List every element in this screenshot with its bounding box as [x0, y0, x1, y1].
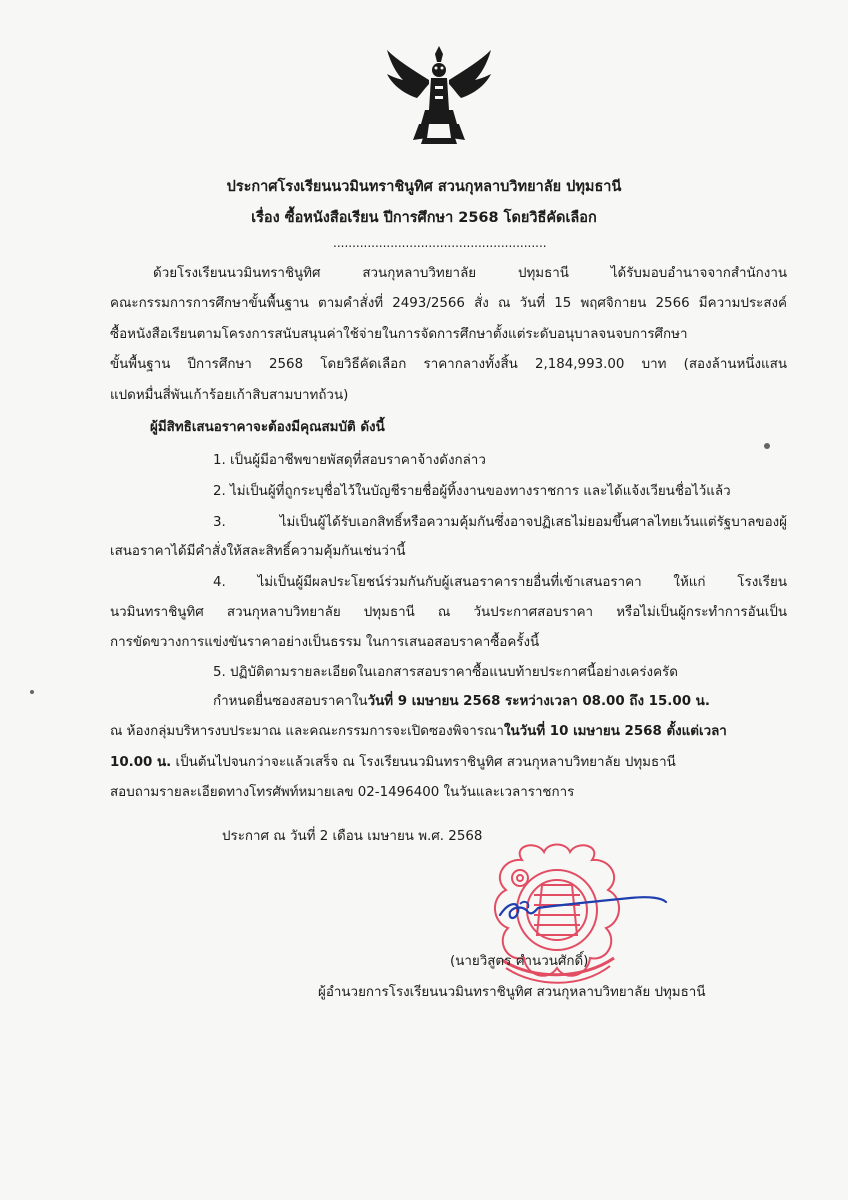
- announcement-subject: เรื่อง ซื้อหนังสือเรียน ปีการศึกษา 2568 โดยวิธีคัดเลือก: [251, 210, 597, 226]
- opening-date: ในวันที่ 10 เมษายน 2568 ตั้งแต่เวลา: [503, 724, 727, 739]
- intro-line-4: ขั้นพื้นฐาน ปีการศึกษา 2568 โดยวิธีคัดเลือก ราคากลางทั้งสิ้น 2,184,993.00 บาท (สองล้านหนึ่งแสน: [110, 357, 787, 372]
- qualification-item-3-line-1: 3. ไม่เป็นผู้ได้รับเอกสิทธิ์หรือความคุ้มกันซึ่งอาจปฏิเสธไม่ยอมขึ้นศาลไทยเว้นแต่รัฐบาลของผู้: [213, 515, 787, 530]
- announcement-title: ประกาศโรงเรียนนวมินทราชินูทิศ สวนกุหลาบวิทยาลัย ปทุมธานี: [226, 179, 622, 195]
- opening-label: ณ ห้องกลุ่มบริหารงบประมาณ และคณะกรรมการจะเปิดซองพิจารณา: [110, 724, 504, 739]
- garuda-emblem-icon: [383, 40, 495, 148]
- qualification-item-1: 1. เป็นผู้มีอาชีพขายพัสดุที่สอบราคาจ้างดังกล่าว: [213, 453, 486, 468]
- intro-line-2: คณะกรรมการการศึกษาขั้นพื้นฐาน ตามคำสั่งที่ 2493/2566 สั่ง ณ วันที่ 15 พฤศจิกายน 2566 มีความประสงค์: [110, 296, 787, 311]
- separator-dots: ........................................................: [333, 236, 547, 250]
- scan-speck: [30, 690, 34, 694]
- intro-line-5: แปดหมื่นสี่พันเก้าร้อยเก้าสิบสามบาทถ้วน): [110, 388, 349, 403]
- submission-label: กำหนดยื่นซองสอบราคาใน: [213, 694, 368, 709]
- qualification-item-4-line-3: การขัดขวางการแข่งขันราคาอย่างเป็นธรรม ในการเสนอสอบราคาซื้อครั้งนี้: [110, 635, 540, 650]
- submission-date: วันที่ 9 เมษายน 2568 ระหว่างเวลา 08.00 ถึง 15.00 น.: [367, 694, 710, 709]
- intro-line-3: ซื้อหนังสือเรียนตามโครงการสนับสนุนค่าใช้จ่ายในการจัดการศึกษาตั้งแต่ระดับอนุบาลจนจบการศึกษา: [110, 327, 688, 342]
- announcement-date: ประกาศ ณ วันที่ 2 เดือน เมษายน พ.ศ. 2568: [222, 829, 483, 844]
- qualification-item-4-line-1: 4. ไม่เป็นผู้มีผลประโยชน์ร่วมกันกับผู้เสนอราคารายอื่นที่เข้าเสนอราคา ให้แก่ โรงเรียน: [213, 575, 787, 590]
- qualification-item-4-line-2: นวมินทราชินูทิศ สวนกุหลาบวิทยาลัย ปทุมธานี ณ วันประกาศสอบราคา หรือไม่เป็นผู้กระทำการอันเป็น: [110, 605, 787, 620]
- schedule-line-1: [213, 692, 710, 712]
- signer-title: ผู้อำนวยการโรงเรียนนวมินทราชินูทิศ สวนกุหลาบวิทยาลัย ปทุมธานี: [318, 985, 706, 1000]
- qualification-item-2: 2. ไม่เป็นผู้ที่ถูกระบุชื่อไว้ในบัญชีรายชื่อผู้ทิ้งงานของทางราชการ และได้แจ้งเวียนชื่อไว้แล้ว: [213, 484, 731, 499]
- intro-line-1: ด้วยโรงเรียนนวมินทราชินูทิศ สวนกุหลาบวิทยาลัย ปทุมธานี ได้รับมอบอำนาจจากสำนักงาน: [153, 266, 787, 281]
- qualifications-heading: ผู้มีสิทธิเสนอราคาจะต้องมีคุณสมบัติ ดังนี้: [150, 420, 385, 435]
- signature-icon: [490, 880, 680, 930]
- opening-time: 10.00 น.: [110, 755, 172, 770]
- schedule-line-2: [110, 722, 727, 742]
- schedule-line-4: สอบถามรายละเอียดทางโทรศัพท์หมายเลข 02-1496400 ในวันและเวลาราชการ: [110, 785, 575, 800]
- qualification-item-5: 5. ปฏิบัติตามรายละเอียดในเอกสารสอบราคาซื้อแนบท้ายประกาศนี้อย่างเคร่งครัด: [213, 665, 678, 680]
- signer-name: (นายวิสูตร คำนวนศักดิ์): [450, 954, 589, 969]
- opening-location: เป็นต้นไปจนกว่าจะแล้วเสร็จ ณ โรงเรียนนวมินทราชินูทิศ สวนกุหลาบวิทยาลัย ปทุมธานี: [171, 755, 676, 770]
- schedule-line-3: [110, 753, 676, 773]
- scan-speck: [764, 443, 770, 449]
- qualification-item-3-line-2: เสนอราคาได้มีคำสั่งให้สละสิทธิ์ความคุ้มกันเช่นว่านี้: [110, 544, 406, 559]
